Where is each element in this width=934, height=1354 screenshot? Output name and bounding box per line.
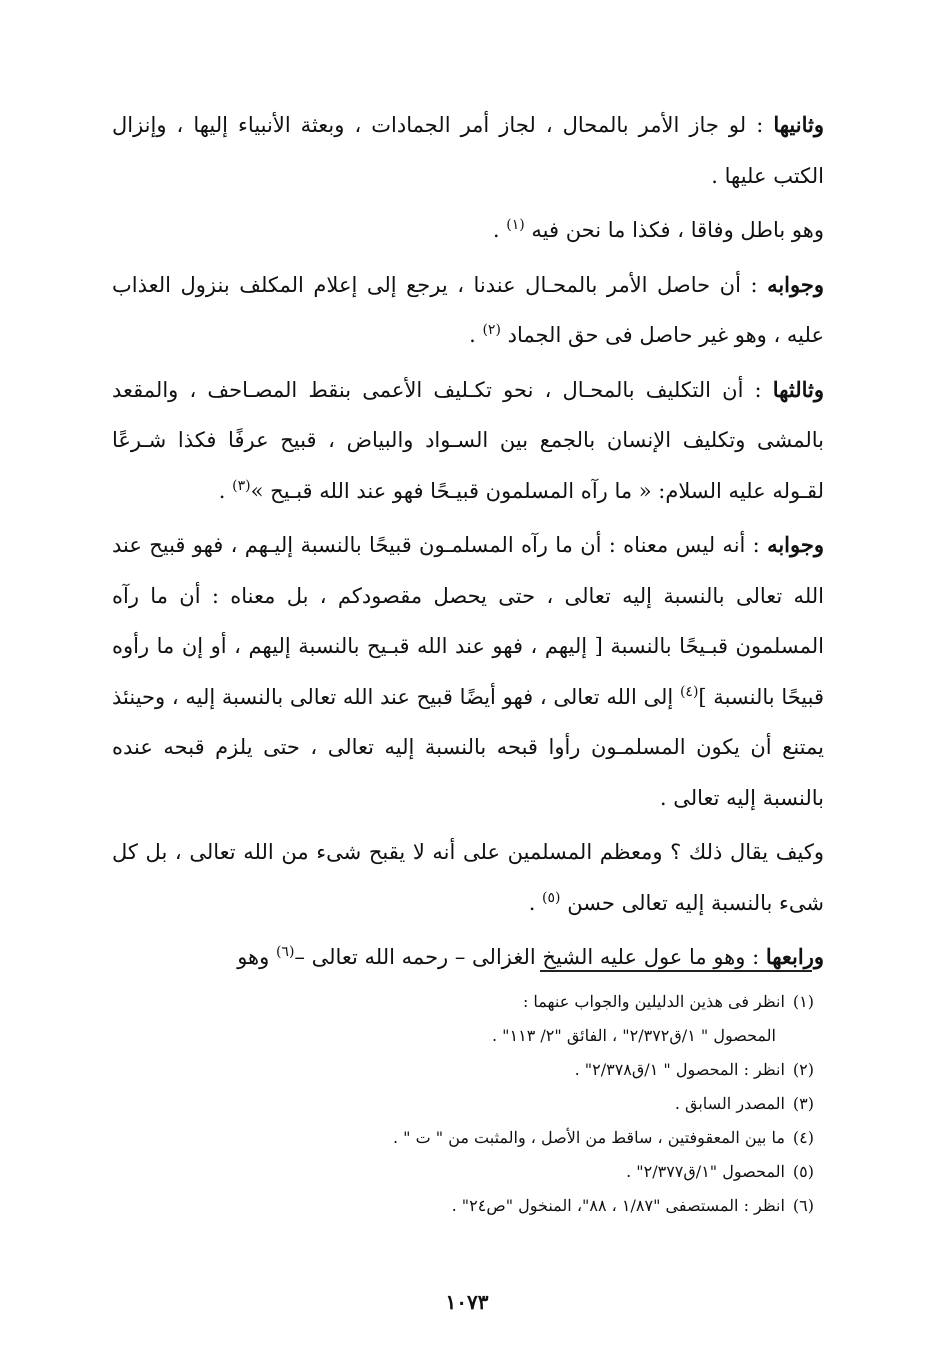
paragraph-text: : لو جاز الأمر بالمحال ، لجاز أمر الجمادات ، وبعثة الأنبياء إليها ، وإنزال الكتب عليها . [112, 113, 824, 188]
lead-word: وجوابه [767, 532, 824, 557]
page-number: ١٠٧٣ [445, 1290, 489, 1314]
footnote-ref: (٢) [482, 322, 501, 338]
paragraph-tail: . [528, 890, 543, 915]
footnote-number: (٤) [792, 1128, 814, 1147]
footnote [150, 985, 814, 1019]
lead-word: وثالثها [772, 376, 824, 402]
paragraph-text: : وهو ما عول عليه الشيخ الغزالى – رحمه الله تعالى – [294, 945, 760, 969]
footnote [150, 1053, 814, 1087]
paragraph-text: : أنه ليس معناه : أن ما رآه المسلمـون قبيحًا بالنسبة إليـهم ، فهو قبيح عند الله تعالى بالنسبة إليه تعالى ، حتى يحصل مقصودكم ، بل معناه : أن ما رآه المسلمون قبـيحًا بالنسبة [ إليهم ، فهو عند الله قبـيح بالنسبة إليهم ، أو إن ما رأوه قبيحًا بالنسبة ] [112, 533, 824, 709]
paragraph [112, 100, 824, 201]
footnote [150, 1121, 814, 1155]
footnote-text: انظر : المحصول " ١/ق٢/٣٧٨" . [574, 1060, 785, 1079]
footnote-separator [540, 970, 812, 972]
footnote-number: (٥) [792, 1162, 814, 1181]
paragraph [112, 260, 824, 361]
footnote-ref: (٦) [275, 944, 295, 960]
footnote [150, 1189, 814, 1223]
paragraph-text: وكيف يقال ذلك ؟ ومعظم المسلمين على أنه لا يقبح شىء من الله تعالى ، بل كل شىء بالنسبة إليه تعالى حسن [112, 840, 824, 915]
paragraph [112, 205, 824, 256]
lead-word: وجوابه [767, 271, 824, 297]
paragraph [112, 932, 824, 983]
lead-word: وثانيها [773, 112, 824, 137]
footnote [150, 1087, 814, 1121]
footnote-text: انظر فى هذين الدليلين والجواب عنهما : [522, 992, 785, 1011]
footnote-number: (١) [792, 992, 814, 1011]
footnote-ref: (٥) [542, 889, 561, 906]
paragraph-tail: . [469, 323, 483, 347]
paragraph-text: وهو باطل وفاقا ، فكذا ما نحن فيه [531, 218, 824, 242]
footnote-continuation [150, 1019, 814, 1053]
paragraph-text: : أن حاصل الأمر بالمحـال عندنا ، يرجع إلى إعلام المكلف بنزول العذاب عليه ، وهو غير حاصل فى حق الجماد [112, 272, 824, 347]
footnote [150, 1155, 814, 1189]
paragraph-text: : أن التكليف بالمحـال ، نحو تكـليف الأعمى بنقط المصـاحف ، والمقعد بالمشى وتكليف الإنسان بالجمع بين السـواد والبياض ، قبيح عرفًا فكذا شـرعًا لقـوله عليه السلام: « ما رآه المسلمون قبيـحًا فهو عند الله قبـيح » [112, 377, 824, 503]
paragraph-tail: . [492, 218, 507, 242]
paragraph-tail: وهو [237, 945, 276, 969]
footnote-text: المصدر السابق . [674, 1094, 785, 1113]
paragraph [112, 827, 824, 928]
footnote-number: (٣) [792, 1094, 814, 1113]
footnote-text: المحصول " ١/ق٢/٣٧٢" ، الفائق "٢/ ١١٣" . [492, 1026, 776, 1045]
lead-word: ورابعها [765, 944, 824, 969]
paragraph [112, 520, 824, 823]
footnote-ref: (٣) [232, 477, 251, 494]
footnote-ref: (١) [506, 217, 525, 233]
footnote-number: (٦) [792, 1196, 814, 1215]
footnote-ref: (٤) [679, 683, 699, 700]
paragraph-tail: إلى الله تعالى ، فهو أيضًا قبيح عند الله تعالى بالنسبة إليه ، وحينئذ يمتنع أن يكون المسلمـون رأوا قبحه بالنسبة إليه تعالى ، حتى يلزم قبحه عنده بالنسبة إليه تعالى . [112, 684, 824, 810]
footnote-text: المحصول "١/ق٢/٣٧٧" . [626, 1162, 785, 1181]
footnote-number: (٢) [792, 1060, 814, 1079]
paragraph [112, 365, 824, 517]
main-text [112, 100, 824, 987]
footnotes [150, 985, 814, 1223]
footnote-text: ما بين المعقوفتين ، ساقط من الأصل ، والمثبت من " ت " . [393, 1128, 785, 1147]
paragraph-tail: . [218, 478, 233, 503]
footnote-text: انظر : المستصفى "١/٨٧ ، ٨٨"، المنخول "ص٢٤" . [451, 1196, 785, 1215]
